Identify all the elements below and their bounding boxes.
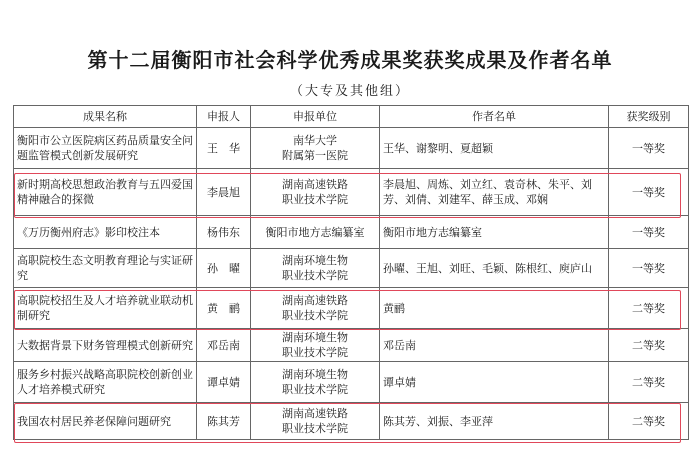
- cell-name: 衡阳市公立医院病区药品质量安全问题监管模式创新发展研究: [14, 128, 197, 169]
- cell-award: 一等奖: [609, 128, 689, 169]
- cell-unit: 湖南高速铁路 职业技术学院: [251, 403, 380, 440]
- cell-unit: 湖南高速铁路 职业技术学院: [251, 169, 380, 216]
- table-row: [14, 362, 689, 403]
- cell-applicant: 陈其芳: [197, 403, 251, 440]
- cell-authors: 衡阳市地方志编纂室: [380, 216, 609, 249]
- cell-applicant: 杨伟东: [197, 216, 251, 249]
- cell-applicant: 孙 曜: [197, 249, 251, 288]
- header-name: 成果名称: [14, 106, 197, 128]
- cell-authors: 王华、谢黎明、夏超颖: [380, 128, 609, 169]
- cell-authors: 李晨旭、周炼、刘立红、袁奇林、朱平、刘芳、刘倩、刘建军、薛玉成、邓娴: [380, 169, 609, 216]
- header-applicant: 申报人: [197, 106, 251, 128]
- cell-unit: 湖南高速铁路 职业技术学院: [251, 288, 380, 329]
- table-row: [14, 288, 689, 329]
- table-row: [14, 249, 689, 288]
- cell-award: 一等奖: [609, 249, 689, 288]
- table-row: [14, 403, 689, 440]
- cell-name: 我国农村居民养老保障问题研究: [14, 403, 197, 440]
- cell-applicant: 黄 鹂: [197, 288, 251, 329]
- cell-applicant: 谭卓婧: [197, 362, 251, 403]
- cell-award: 一等奖: [609, 169, 689, 216]
- cell-applicant: 王 华: [197, 128, 251, 169]
- cell-name: 《万历衡州府志》影印校注本: [14, 216, 197, 249]
- cell-name: 高职院校招生及人才培养就业联动机制研究: [14, 288, 197, 329]
- cell-authors: 孙曜、王旭、刘旺、毛颖、陈根红、庾庐山: [380, 249, 609, 288]
- cell-authors: 邓岳南: [380, 329, 609, 362]
- table-row: [14, 329, 689, 362]
- cell-authors: 黄鹂: [380, 288, 609, 329]
- header-authors: 作者名单: [380, 106, 609, 128]
- cell-applicant: 李晨旭: [197, 169, 251, 216]
- cell-name: 高职院校生态文明教育理论与实证研究: [14, 249, 197, 288]
- cell-award: 二等奖: [609, 329, 689, 362]
- page-subtitle: （大专及其他组）: [289, 84, 410, 99]
- cell-unit: 南华大学 附属第一医院: [251, 128, 380, 169]
- cell-applicant: 邓岳南: [197, 329, 251, 362]
- cell-unit: 湖南环境生物 职业技术学院: [251, 329, 380, 362]
- header-award: 获奖级别: [609, 106, 689, 128]
- cell-unit: 湖南环境生物 职业技术学院: [251, 362, 380, 403]
- cell-award: 二等奖: [609, 403, 689, 440]
- cell-unit: 衡阳市地方志编纂室: [251, 216, 380, 249]
- awards-table: [13, 105, 689, 440]
- cell-authors: 陈其芳、刘振、李亚萍: [380, 403, 609, 440]
- cell-award: 二等奖: [609, 362, 689, 403]
- table-row: [14, 216, 689, 249]
- cell-name: 新时期高校思想政治教育与五四爱国精神融合的探微: [14, 169, 197, 216]
- cell-name: 服务乡村振兴战略高职院校创新创业人才培养模式研究: [14, 362, 197, 403]
- header-unit: 申报单位: [251, 106, 380, 128]
- cell-unit: 湖南环境生物 职业技术学院: [251, 249, 380, 288]
- page-title: 第十二届衡阳市社会科学优秀成果奖获奖成果及作者名单: [87, 48, 613, 72]
- cell-award: 一等奖: [609, 216, 689, 249]
- cell-authors: 谭卓婧: [380, 362, 609, 403]
- cell-name: 大数据背景下财务管理模式创新研究: [14, 329, 197, 362]
- table-row: [14, 128, 689, 169]
- cell-award: 二等奖: [609, 288, 689, 329]
- table-header-row: [14, 106, 689, 128]
- table-row: [14, 169, 689, 216]
